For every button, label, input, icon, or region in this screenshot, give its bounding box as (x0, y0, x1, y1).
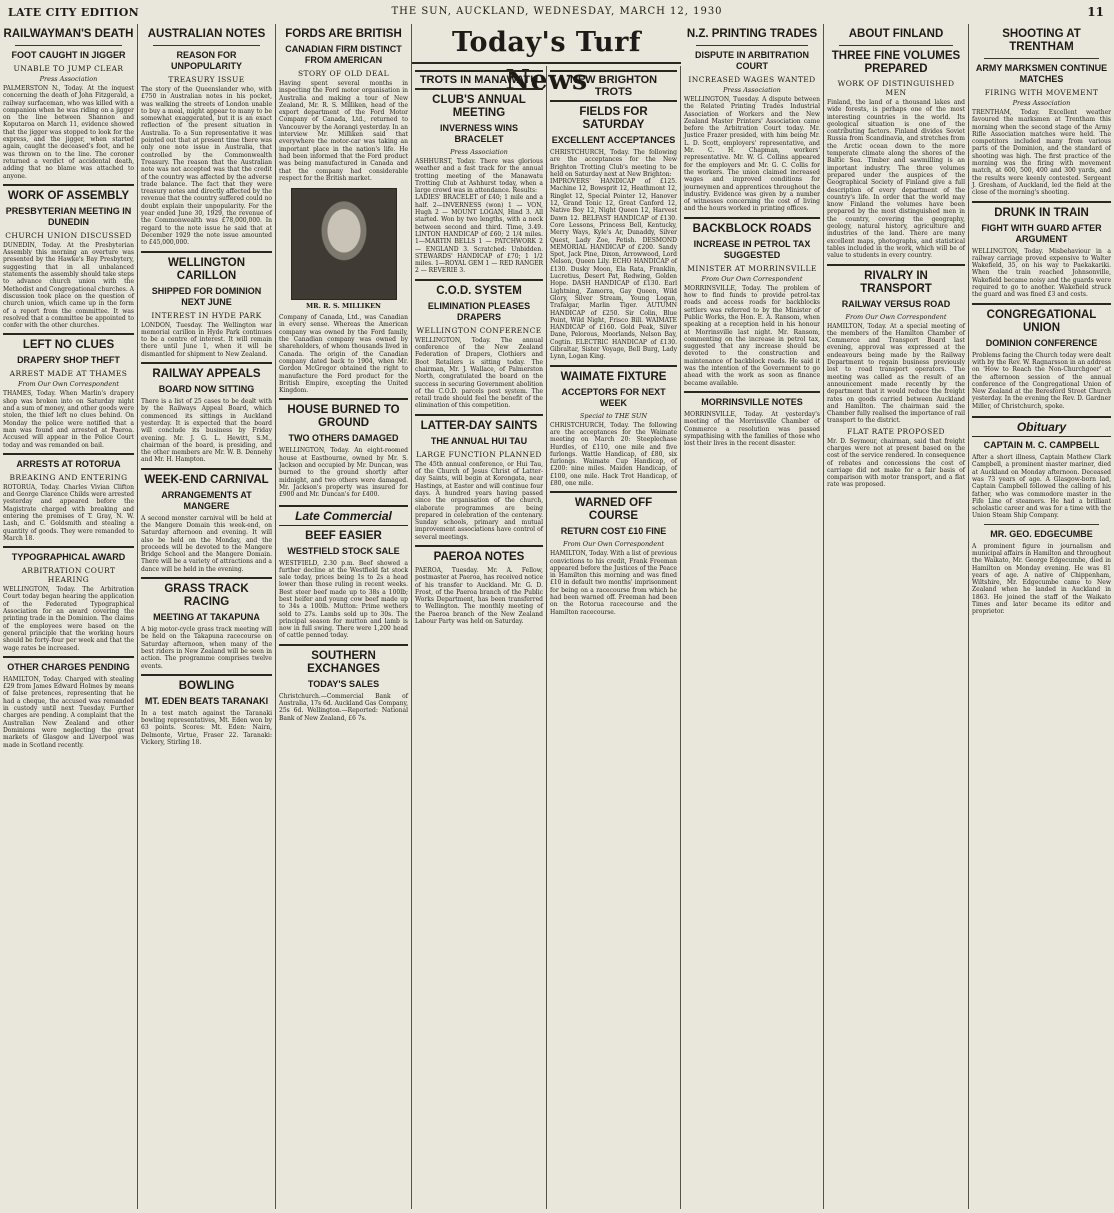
subheadline: MT. EDEN BEATS TARANAKI (144, 695, 269, 706)
headline: BEEF EASIER (305, 529, 382, 542)
article-body: Christchurch.—Commercial Bank of Australia, 17s 6d. Auckland Gas Company, 25s 6d. Wellington.—Reported: National Bank of New Zealand, £6 7s. (279, 692, 408, 722)
article-body: CHRISTCHURCH, Today. The following are the acceptances for the New Brighton Trotting Club's meeting to be held on Saturday next at New Brighton: (550, 149, 677, 178)
article-body: WELLINGTON, Today. Misbehaviour in a railway carriage proved expensive to Walter Wakefield, 35, on his way to Paekakariki. When the train reached Johnsonville, Wakefield became noisy and the guards were required to go to another. Wakefield struck the guard and was fined £3 and costs. (972, 247, 1111, 299)
credit: Press Association (1012, 99, 1071, 107)
column-turf-right (547, 66, 681, 1209)
subheadline: TODAY'S SALES (307, 678, 380, 689)
article-body: WESTFIELD, 2.30 p.m. Beef showed a further decline at the Westfield fat stock sale today, prices being 1s to 2s a head lower than those ruling in recent weeks. Best steer beef made up to 38s a 100lb; best heifer and young cow beef made up to 34s a 100lb. Mutton: Prime wethers sold to 27s. Lambs sold up to 30s. The principal season for mutton and lamb is now in full swing. There were 1,200 head of cattle penned today. (279, 559, 408, 640)
article-body: MORRINSVILLE, Today. At yesterday's meeting of the Morrinsville Chamber of Commerce a resolution was passed sympathising with the families of those who lost their lives in the recent disaster. (684, 410, 820, 448)
headline: OTHER CHARGES PENDING (7, 661, 130, 672)
article-body: After a short illness, Captain Mathew Clark Campbell, a prominent master mariner, died at Auckland on Monday afternoon. Deceased was 73 years of age. A Glasgow-born lad, Captain Campbell followed the calling of his father, who was commodore master in the Fife Line of steamers. He had a brilliant scholastic career and was for a time with the Union Steam Ship Company. (972, 454, 1111, 520)
subheadline: DRAPERY SHOP THEFT (17, 355, 120, 366)
headline: CONGREGATIONAL UNION (986, 308, 1097, 334)
subheadline: ARMY MARKSMEN CONTINUE MATCHES (975, 63, 1108, 84)
article-body: A second monster carnival will be held at the Mangere Domain this week-end, on Saturday afternoon and evening. It will also be held on the Monday, and the proceeds will be devoted to the Mangere Bridge School and the Mangere Domain. There will be a variety of attractions and a dance will be held in the evening. (141, 514, 272, 573)
deck: INTEREST IN HYDE PARK (151, 310, 262, 320)
headline: SHOOTING AT TRENTHAM (1002, 28, 1081, 53)
section-heading: FLAT RATE PROPOSED (847, 426, 945, 436)
article-body: A big motor-cycle grass track meeting will be held on the Takapuna racecourse on Saturday afternoon, when many of the best riders in New Zealand will be seen in action. The programme comprises twelve events. (141, 626, 272, 670)
headline: WELLINGTON CARILLON (167, 256, 246, 282)
headline: FORDS ARE BRITISH (285, 28, 402, 40)
divider (684, 217, 820, 219)
headline: MORRINSVILLE NOTES (701, 396, 803, 407)
divider (415, 279, 543, 281)
headline: N.Z. PRINTING TRADES (686, 28, 818, 40)
article-body: WELLINGTON, Today. The annual conference of the New Zealand Federation of Drapers, Clothiers and Boot Retailers is sitting today. The chairman, Mr. J. Wallace, of Palmerston North, congratulated the board on the success in securing Government abolition of the C.O.D. parcels post system. The retail trade should feel the benefit of the elimination of this competition. (415, 336, 543, 410)
subheadline: ACCEPTORS FOR NEXT WEEK (561, 386, 666, 408)
article-body: ASHHURST, Today. There was glorious weather and a fast track for the annual trotting meeting of the Manawatu Trotting Club at Ashhurst today, when a large crowd was in attendance. Results: (415, 158, 543, 195)
article-body: WELLINGTON, Today. An eight-roomed house at Eastbourne, owned by Mr. S. Jackson and occupied by Mr. Duncan, was burned to the ground shortly after midnight, and two others were damaged. Mr. Jackson's property was insured for £900 and Mr. Duncan's for £400. (279, 447, 408, 499)
headline: GRASS TRACK RACING (164, 583, 249, 609)
acceptances-list: IMPROVERS' HANDICAP of £125. Machine 12, Bowsprit 12, Heathmont 12, Ringlet 12, Special Pointer 12, Hanover 12, Grand Tonic 12, Great Canford 12, Native Boy 12, Night Queen 12, Harvest Dawn 12. BELFAST HANDICAP of £130. Core Lessons, Princess Bell, Kentucky, Merry Ways, Kyle's Ar, Dunaddy, Silver Quest, Lady Zoe, Fetish. DESMOND MEMORIAL HANDICAP of £200. Sandy Spot, Jack Pine, Dixon, Arrowwood, Lord Nelson, Queen Lily. ECHO HANDICAP of £130. Dusky Moon, Ela Rata, Franklin, Lucretius, Desert Pat, Redwing, Golden Hope. DASH HANDICAP of £130. Earl Lightning, Zamorra, Gay Queen, Wild Glory, Silver Stream, Young Logan, Trafalgar, Marlin Tiger. AUTUMN HANDICAP of £250. Sir Colin, Blue Point, Wild Night, Frisco Bill. WAIMATE HANDICAP of £160. Gold Peak, Silver Dane, Pelorous, Moorlands, Nelson Bay, Cogtin. ELECTRIC HANDICAP of £130. Gibraltar, Sister Voyage, Bell Burg, Lady Lynn, Logan King. (550, 178, 677, 361)
headline: TYPOGRAPHICAL AWARD (11, 552, 126, 563)
subheadline: RETURN COST £10 FINE (560, 526, 667, 537)
headline: BACKBLOCK ROADS (692, 222, 812, 235)
article-body: ROTORUA, Today. Charles Vivian Clifton and George Clarence Childs were arrested yesterday and appeared before the Magistrate charged with breaking and entering the premises of T. Gray, N. W. Lash, and C. Goldsmith and stealing a quantity of goods. They were remanded to March 18. (3, 483, 134, 542)
column-finland (824, 24, 969, 1209)
headline: WAIMATE FIXTURE (560, 370, 667, 383)
headline: BOWLING (178, 679, 235, 692)
divider (279, 644, 408, 646)
article-body: HAMILTON, Today. At a special meeting of the members of the Hamilton Chamber of Commerce and Transport Board last evening, approval was expressed at the endeavours being made by the Railway Department to regain business previously lost to road transport operators. The meeting was called as the result of an announcement made recently by the department that it would reduce the freight rates on goods carried between Auckland and Hamilton. The chairman said the Chamber fully realised the importance of rail transport to the district. (827, 322, 965, 425)
deck: CHURCH UNION DISCUSSED (5, 230, 132, 240)
divider (550, 491, 677, 493)
newspaper-dateline: THE SUN, AUCKLAND, WEDNESDAY, MARCH 12, 1930 (391, 6, 723, 17)
subheadline: PRESBYTERIAN MEETING IN DUNEDIN (5, 205, 132, 227)
deck: INVERNESS WINS BRACELET (439, 123, 518, 144)
article-body: A prominent figure in journalism and municipal affairs in Hamilton and throughout the Waikato, Mr. George Edgecumbe, died in Hamilton on Monday evening. He was 81 years of age. A native of Chippenham, Wiltshire, Mr. Edgecumbe came to New Zealand when he landed in Auckland in 1863. He joined the staff of the Waikato Times and later became its editor and proprietor. (972, 542, 1111, 616)
headline: WORK OF ASSEMBLY (7, 189, 130, 202)
divider (15, 45, 122, 46)
headline: RIVALRY IN TRANSPORT (860, 269, 932, 295)
article-body: LONDON, Tuesday. The Wellington war memorial carillon in Hyde Park continues to be a centre of interest. It will remain there until June 1, when it will be dismantled for shipment to New Zealand. (141, 321, 272, 358)
obituary-name: MR. GEO. EDGECUMBE (990, 528, 1093, 539)
portrait-photo (291, 188, 397, 300)
divider (3, 184, 134, 186)
headline: PAEROA NOTES (433, 550, 525, 563)
headline: LATTER-DAY SAINTS (420, 419, 538, 432)
article-body: PAEROA, Tuesday. Mr. A. Fellow, postmaster at Paeroa, has received notice of his transfer to Auckland. Mr. G. D. Frost, of the Paeroa branch of the Public Works Department, has been transferred to Wellington. The monthly meeting of the Paeroa branch of the New Zealand Labour Party was held on Saturday. (415, 566, 543, 626)
divider (141, 251, 272, 253)
deck: FIRING WITH MOVEMENT (984, 88, 1099, 97)
deck: ARBITRATION COURT HEARING (21, 566, 116, 585)
subheadline: CLUB'S ANNUAL MEETING (432, 94, 526, 119)
divider (415, 414, 543, 416)
subheadline: WESTFIELD STOCK SALE (287, 545, 400, 556)
article-body: There is a list of 25 cases to be dealt with by the Railways Appeal Board, which commenced its sittings in Auckland yesterday. It is expected that the board will conclude its business by Friday evening. Mr. J. G. L. Hewitt, S.M., chairman of the board, is presiding, and the other members are Mr. W. B. Dennehy and Mr. H. Hampton. (141, 398, 272, 464)
article-body: WELLINGTON, Today. The Arbitration Court today began hearing the application of the Federated Typographical Association for an award covering the printing trade in the Dominion. The claims of the employees were based on the general principle that the working hours should be forty-four per week and that the wage rates be increased. (3, 586, 134, 652)
article-body: Mr. D. Seymour, chairman, said that freight charges were not at present based on the cost of the service rendered. In consequence of rebates and concessions the cost of carriage did not make for a fair basis of comparison with motor transport, and a flat rate was proposed. (827, 437, 965, 489)
divider (3, 453, 134, 455)
credit: Press Association (450, 148, 508, 156)
subheadline: FIGHT WITH GUARD AFTER ARGUMENT (981, 222, 1102, 244)
article-body: THAMES, Today. When Marlin's drapery shop was broken into on Saturday night and a sum of money, and other goods were stolen, the thief left no clues behind. On Monday the police were notified that a man was found and arrested at Paeroa. Accused will appear in the Police Court today and was remanded on bail. (3, 390, 134, 449)
divider (141, 577, 272, 579)
deck: UNABLE TO JUMP CLEAR (13, 64, 124, 73)
divider (839, 45, 953, 46)
divider (141, 674, 272, 676)
headline: LEFT NO CLUES (22, 339, 115, 352)
headline: ARRESTS AT ROTORUA (16, 458, 121, 469)
article-body: WELLINGTON, Tuesday. A dispute between the Related Printing Trades Industrial Association of Workers and the New Zealand Master Printers' Association came before the Arbitration Court today. Mr. Justice Frazer presided, with him being Mr. L. D. Scott, employers' representative, and Mr. C. H. Chapman, workers' representative. Mr. W. G. Collins appeared for the employers and Mr. G. C. Collis for the workers. The union claimed increased wages and improved conditions for journeymen and apprentices throughout the industry. Evidence was given by a number of witnesses concerning the cost of living and the hours worked in printing offices. (684, 96, 820, 213)
deck: EXCELLENT ACCEPTANCES (551, 135, 676, 145)
headline: TROTS IN MANAWATU (415, 70, 543, 90)
edition-label: LATE CITY EDITION (8, 6, 139, 19)
credit: From Our Own Correspondent (563, 540, 664, 549)
deck: STORY OF OLD DEAL (298, 69, 389, 78)
subheadline: INCREASE IN PETROL TAX SUGGESTED (693, 238, 811, 260)
masthead (0, 0, 1114, 22)
divider (3, 333, 134, 335)
subheadline: DOMINION CONFERENCE (985, 337, 1098, 348)
article-body: HAMILTON, Today. With a list of previous convictions to his credit, Frank Freeman appeared before the Justices of the Peace in Hamilton this morning and was fined £10 in default two months' imprisonment for being on a racecourse from which he had been warned off. Freeman had been on the Rotorua racecourse and the Hamilton racecourse. (550, 550, 677, 616)
divider (141, 362, 272, 364)
subheadline: DISPUTE IN ARBITRATION COURT (695, 50, 809, 71)
headline: HOUSE BURNED TO GROUND (287, 404, 400, 430)
deck: TREASURY ISSUE (168, 75, 245, 84)
column-australian-notes (138, 24, 276, 1209)
late-commercial-banner: Late Commercial (279, 505, 408, 526)
credit: Press Association (723, 86, 781, 94)
divider (415, 545, 543, 547)
article-body: In a test match against the Taranaki bowling representatives, Mt. Eden won by 63 points. Scores: Mt. Eden: Nairn, Delmonte, Virtue, Fraser 22. Taranaki: Vickery, Stirling 18. (141, 709, 272, 747)
race-results: LADIES' BRACELET of £40; 1 mile and a half. 2—INVERNESS (won) 1 — VON, Hugh 2 — MOUNT LOGAN, Hind 3. All started. Won by two lengths, with a neck between second and third. Time, 3.49. LINTON HANDICAP of £60; 2 1/4 miles. 1—MARTIN BELLS 1 — PATCHWORK 2 — ENGLAND 3. Scratched: Unbidden. STEWARDS' HANDICAP of £70; 1 1/2 miles. 1—ROYAL GEM 1 — RED RANGER 2 — REVERIE 3. (415, 194, 543, 275)
deck: MINISTER AT MORRINSVILLE (687, 263, 817, 273)
headline: ABOUT FINLAND (848, 28, 944, 40)
article-body: The story of the Queenslander who, with £750 in Australian notes in his pocket, was walking the streets of London unable to buy a meal, might appear to many to be somewhat exaggerated, but it is an exact reflection of the present situation in Australia. To a Sun representative it was pointed out that at present time there was only one note issue in Australia, that controlled by the Commonwealth Treasury. The reason that the Australian note was not accepted was that the credit of the country was affected by the adverse trade balance. The fact that they were treasury notes and directly affected by the revenue that the country suffered could no doubt explain their unpopularity. For the year ended June 30, 1929, the revenue of the Commonwealth was £78,000,000. In regard to the note issue he said that at December 1929 the note issue amounted to £45,000,000. (141, 86, 272, 247)
subheadline: CANADIAN FIRM DISTINCT FROM AMERICAN (285, 44, 402, 65)
credit: From Our Own Correspondent (845, 312, 947, 321)
headline: C.O.D. SYSTEM (436, 284, 522, 297)
article-body: Problems facing the Church today were dealt with by the Rev. W. Ragnarsson in an address on 'How to Reach the Non-Churchgoer' at the afternoon session of the annual conference of the Congregational Union of New Zealand at the Beresford Street Church yesterday. In the evening the Rev. D. Gardner Miller, of Christchurch, spoke. (972, 351, 1111, 410)
page-number: 11 (1087, 5, 1104, 19)
credit: Press Association (39, 75, 98, 83)
article-body: CHRISTCHURCH, Today. The following are the acceptances for the Waimate meeting on March 20: Steeplechase Hurdles, of £110, one mile and five furlongs. Wattle Handicap, of £80, six furlongs. Waimate Cup Handicap, of £200: nine miles. Maiden Handicap, of £100, one mile. Hack Trot Handicap, of £80, one mile. (550, 421, 677, 487)
column-trentham (969, 24, 1114, 1209)
article-body: TRENTHAM, Today. Excellent weather favoured the marksmen at Trentham this morning when the second stage of the Army Rifle Association matches were held. The competitors included many from various parts of the Dominion, and the standard of shooting was high. The first practice of the morning was the firing with movement match, at 600, 500, 400 and 300 yards, and the results were keenly contested. Sergeant J. Gresham, of Auckland, led the field at the close of the morning's shooting. (972, 109, 1111, 197)
credit: From Our Own Correspondent (18, 380, 119, 389)
credit: From Our Own Correspondent (701, 274, 803, 283)
subheadline: ARRANGEMENTS AT MANGERE (161, 489, 252, 511)
divider (141, 468, 272, 470)
divider (972, 303, 1111, 305)
article-body: DUNEDIN, Today. At the Presbyterian Assembly this morning an overture was presented by the Hawke's Bay Presbytery, suggesting that in all unbalanced statements the assembly should take steps to advance church union with the Methodist and Congregational churches. A discussion took place on the question of church union, which came up in the form of a report from the committee. It was resolved that a committee be appointed to confer with the other churches. (3, 241, 134, 330)
article-body: Finland, the land of a thousand lakes and wide forests, is perhaps one of the most interesting countries in the world. Its geological situation is one of the contributing factors. Finland divides Soviet Russia from Scandinavia, and stretches from the Arctic ocean down to the more temperate climate along the shores of the Baltic Sea. Timber and sawmilling is an important industry. The three volumes prepared under the auspices of the Geographical Society of Finland give a full description of every department of the country's life. In order that the world may know Finland the volumes have been prepared by the most distinguished men in the country, covering the geography, geology, natural history, agriculture and industries of the land. There are many excellent maps, photographs, and statistical tables included in the work, which will be of value to students in every country. (827, 99, 965, 260)
headline: NEW BRIGHTON TROTS (550, 70, 677, 102)
column-printing-trades (681, 24, 824, 1209)
divider (827, 264, 965, 266)
subheadline: THE ANNUAL HUI TAU (430, 435, 528, 446)
column-turf-left (412, 66, 547, 1209)
deck: ARREST MADE AT THAMES (9, 369, 128, 379)
subheadline: RAILWAY VERSUS ROAD (841, 298, 951, 309)
headline: SOUTHERN EXCHANGES (307, 649, 380, 675)
subheadline: SHIPPED FOR DOMINION NEXT JUNE (151, 285, 262, 307)
deck: BREAKING AND ENTERING (9, 472, 128, 482)
article-body: MORRINSVILLE, Today. The problem of how to find funds to provide petrol-tax roads and access roads for backblocks settlers was referred to by the Minister of Public Works, the Hon. E. A. Ransom, when speaking at a reception held in his honour at Morrinsville last night. Mr. Ransom, commenting on the increase in petrol tax, suggested that any increase should be devoted to the construction and maintenance of backblock roads. He said it was the intention of the Government to go ahead with the work as soon as finance became available. (684, 284, 820, 387)
headline: DRUNK IN TRAIN (994, 206, 1089, 219)
headline: RAILWAY APPEALS (152, 368, 261, 381)
obituary-banner: Obituary (972, 416, 1111, 437)
subheadline: FOOT CAUGHT IN JIGGER (11, 50, 126, 60)
subheadline: ELIMINATION PLEASES DRAPERS (427, 300, 531, 322)
headline: AUSTRALIAN NOTES (147, 28, 266, 40)
divider (153, 45, 260, 46)
article-body: Company of Canada, Ltd., was Canadian in every sense. Whereas the American company was owned by the Ford family, the Canadian company was owned by shareholders, of whom thousands lived in Canada. The origin of the Canadian company dated back to 1904, when Mr. Gordon McGregor obtained the right to manufacture the Ford product for the British Empire, excepting the United Kingdom. (279, 314, 408, 395)
subheadline: THREE FINE VOLUMES PREPARED (831, 50, 961, 75)
divider (984, 524, 1099, 525)
divider (696, 45, 808, 46)
article-body: The 45th annual conference, or Hui Tau, of the Church of Jesus Christ of Latter-day Saints, will begin at Korongata, near Hastings, at Easter and will continue four days. A hundred years having passed since the organisation of the church, elaborate programmes are being prepared in celebration of the centenary. Sunday schools, primary and mutual improvement associations have control of several meetings. (415, 460, 543, 541)
deck: INCREASED WAGES WANTED (688, 75, 816, 84)
divider (3, 546, 134, 548)
article-body: Having spent several months in inspecting the Ford motor organisation in Australia and making a tour of New Zealand, Mr. R. S. Milliken, head of the export department of the Ford Motor Company of Canada, Ltd., returned to Vancouver by the Aorangi yesterday. In an interview Mr. Milliken said that everywhere the motor-car was taking an important place in the nation's life. He had been informed that the Ford product was being manufactured in Canada and that the company had considerable respect for the British market. (279, 80, 408, 182)
divider (279, 398, 408, 400)
column-railwayman (0, 24, 138, 1209)
credit: Special to THE SUN (579, 411, 648, 420)
divider (984, 58, 1099, 59)
headline: WARNED OFF COURSE (574, 497, 653, 523)
subheadline: MEETING AT TAKAPUNA (153, 612, 260, 623)
deck: WORK OF DISTINGUISHED MEN (837, 79, 955, 97)
column-fords (276, 24, 412, 1209)
subheadline: TWO OTHERS DAMAGED (288, 433, 399, 444)
subheadline: FIELDS FOR SATURDAY (579, 106, 648, 131)
divider (3, 656, 134, 658)
divider (972, 201, 1111, 203)
photo-caption: MR. R. S. MILLIKEN (305, 302, 381, 311)
divider (550, 365, 677, 367)
divider (684, 391, 820, 393)
article-body: PALMERSTON N., Today. At the inquest concerning the death of John Fitzgerald, a railway surfaceman, who was killed with a companion when he was riding on a jigger on the line between Shannon and Koputaroa on March 11, evidence showed that the jigger was stopped to look for the express, and the jigger, when started again, caught the deceased's foot, and he was thrown on to the line. The coroner returned a verdict of accidental death, adding that no blame was attached to anyone. (3, 85, 134, 180)
deck: LARGE FUNCTION PLANNED (416, 449, 542, 459)
headline: RAILWAYMAN'S DEATH (3, 28, 134, 40)
headline: WEEK-END CARNIVAL (144, 473, 269, 486)
article-body: HAMILTON, Today. Charged with stealing £29 from James Edward Holmes by means of false pretences, representing that he had a cheque, the accused was remanded in custody until next Tuesday. Further charges are pending. A complaint that the Australian New Zealand and other Dominions were neglecting the great markets of Glasgow and Liverpool was made in Scotland recently. (3, 675, 134, 749)
turf-news-banner: Today's Turf News (412, 24, 681, 64)
subheadline: REASON FOR UNPOPULARITY (170, 50, 242, 71)
obituary-name: CAPTAIN M. C. CAMPBELL (983, 440, 1100, 451)
subheadline: BOARD NOW SITTING (158, 384, 255, 395)
deck: WELLINGTON CONFERENCE (416, 325, 542, 335)
